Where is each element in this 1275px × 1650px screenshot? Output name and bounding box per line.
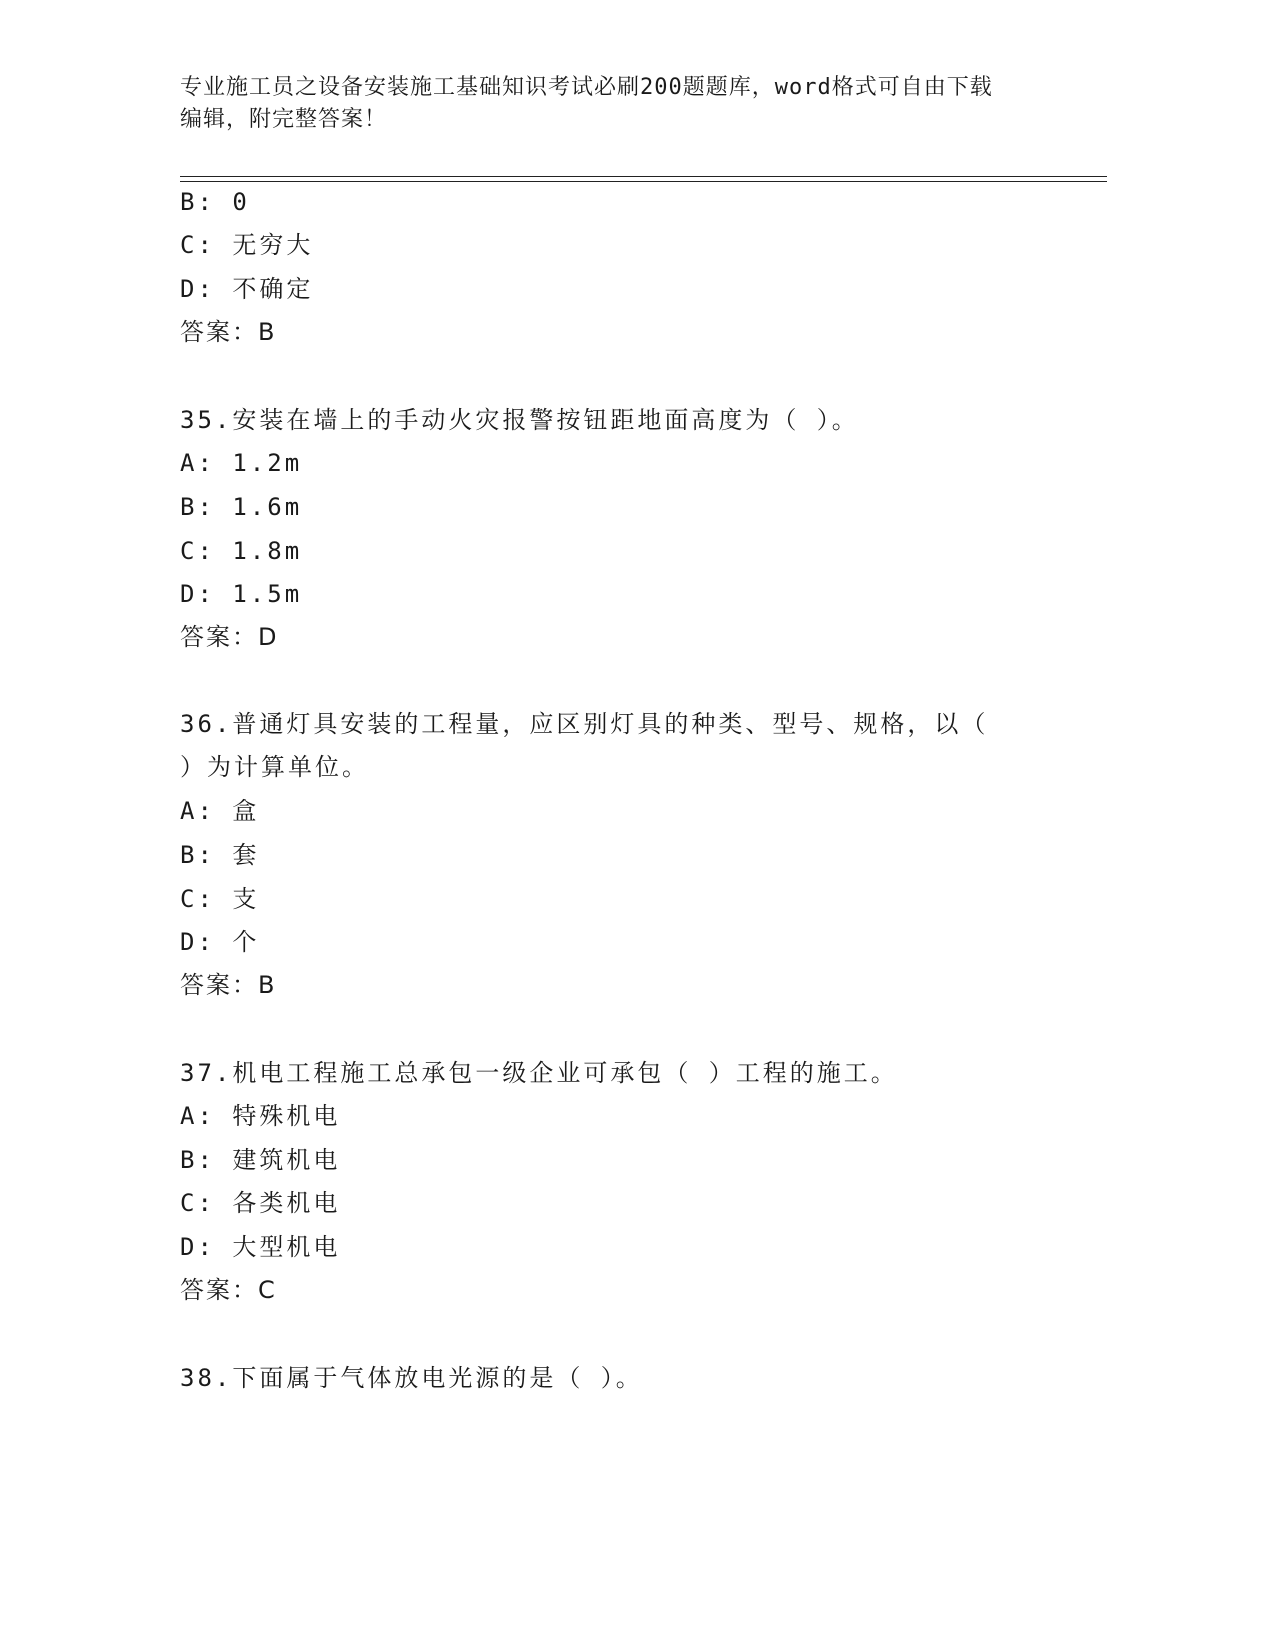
question-36-stem-line-2: ）为计算单位。 xyxy=(180,753,369,781)
header-title-line-2: 编辑，附完整答案！ xyxy=(180,107,388,132)
question-36-option-d: D: 个 xyxy=(180,928,260,956)
question-36-option-b: B: 套 xyxy=(180,841,260,869)
question-37-stem: 37.机电工程施工总承包一级企业可承包（ ）工程的施工。 xyxy=(180,1059,898,1087)
header-double-rule xyxy=(180,176,1107,182)
option-b: B: 0 xyxy=(180,188,250,216)
document-header xyxy=(180,72,1060,136)
question-36-option-c: C: 支 xyxy=(180,885,260,913)
question-37-option-d: D: 大型机电 xyxy=(180,1233,341,1261)
question-38-stem: 38.下面属于气体放电光源的是（ ）。 xyxy=(180,1364,643,1392)
question-35-option-b: B: 1.6m xyxy=(180,493,303,521)
question-35-option-c: C: 1.8m xyxy=(180,537,303,565)
question-37-answer: 答案：C xyxy=(180,1276,277,1304)
question-37-option-a: A: 特殊机电 xyxy=(180,1102,341,1130)
question-35-stem: 35.安装在墙上的手动火灾报警按钮距地面高度为（ ）。 xyxy=(180,406,859,434)
option-c: C: 无穷大 xyxy=(180,231,314,259)
answer-line: 答案：B xyxy=(180,318,277,346)
question-37-option-c: C: 各类机电 xyxy=(180,1189,341,1217)
question-37-option-b: B: 建筑机电 xyxy=(180,1146,341,1174)
question-36-answer: 答案：B xyxy=(180,971,277,999)
header-title-line-1: 专业施工员之设备安装施工基础知识考试必刷200题题库，word格式可自由下载 xyxy=(180,75,993,100)
question-35-answer: 答案：D xyxy=(180,623,279,651)
question-35-option-a: A: 1.2m xyxy=(180,449,303,477)
option-d: D: 不确定 xyxy=(180,275,314,303)
question-36-option-a: A: 盒 xyxy=(180,797,260,825)
question-36-stem-line-1: 36.普通灯具安装的工程量，应区别灯具的种类、型号、规格，以（ xyxy=(180,710,989,738)
question-35-option-d: D: 1.5m xyxy=(180,580,303,608)
